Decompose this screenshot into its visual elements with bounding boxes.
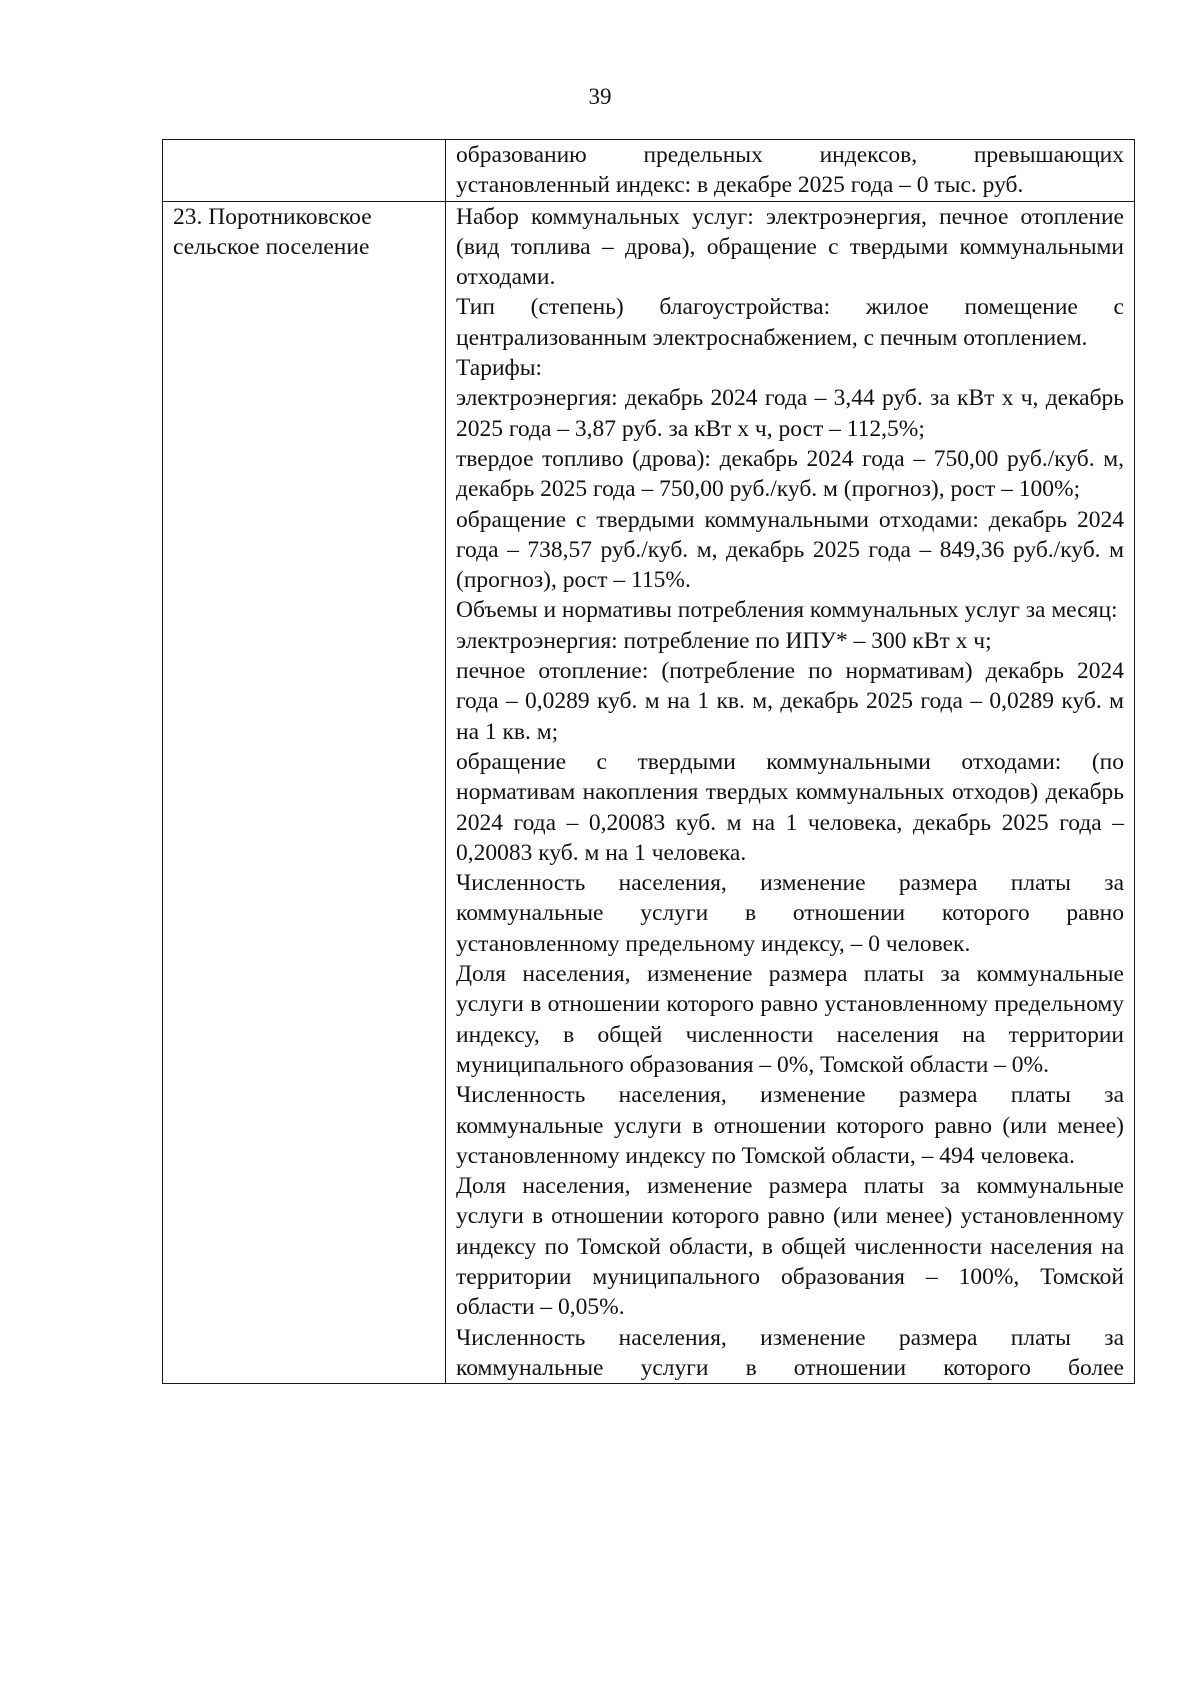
paragraph: электроэнергия: декабрь 2024 года – 3,44 руб. за кВт х ч, декабрь 2025 года – 3,87 руб. за кВт х ч, рост – 112,5%; xyxy=(456,385,1124,442)
paragraph: Доля населения, изменение размера платы за коммунальные услуги в отношении которого равно (или менее) установленному индексу по Томской области, в общей численности населения на территории муниципального образования – 100%, Томской области – 0,05%. xyxy=(456,1173,1124,1321)
paragraph: Тарифы: xyxy=(456,355,543,382)
table-row xyxy=(163,201,1135,1384)
document-table xyxy=(162,139,1135,1384)
page-number: 39 xyxy=(588,84,612,109)
paragraph: Доля населения, изменение размера платы за коммунальные услуги в отношении которого равно установленному предельному индексу, в общей численности населения на территории муниципального образования – 0%, Томской области – 0%. xyxy=(456,961,1124,1078)
paragraph: Численность населения, изменение размера платы за коммунальные услуги в отношении которого равно установленному предельному индексу, – 0 человек. xyxy=(456,870,1124,957)
paragraph: обращение с твердыми коммунальными отходами: (по нормативам накопления твердых коммунальных отходов) декабрь 2024 года – 0,20083 куб. м на 1 человека, декабрь 2025 года – 0,20083 куб. м на 1 человека. xyxy=(456,748,1124,866)
paragraph: Численность населения, изменение размера платы за коммунальные услуги в отношении которого равно (или менее) установленному индексу по Томской области, – 494 человека. xyxy=(456,1082,1124,1169)
paragraph: Набор коммунальных услуг: электроэнергия, печное отопление (вид топлива – дрова), обращение с твердыми коммунальными отходами. xyxy=(456,203,1124,291)
paragraph: образованию предельных индексов, превышающих установленный индекс: в декабре 2025 года – 0 тыс. руб. xyxy=(456,142,1124,199)
description-cell xyxy=(446,201,1135,1384)
paragraph: электроэнергия: потребление по ИПУ* – 300 кВт х ч; xyxy=(456,627,992,654)
paragraph: твердое топливо (дрова): декабрь 2024 года – 750,00 руб./куб. м, декабрь 2025 года – 750,00 руб./куб. м (прогноз), рост – 100%; xyxy=(456,445,1124,503)
paragraph: Объемы и нормативы потребления коммунальных услуг за месяц: xyxy=(456,597,1118,624)
table-row xyxy=(163,140,1135,202)
municipality-cell xyxy=(163,140,446,202)
municipality-cell: 23. Поротниковское сельское поселение xyxy=(163,201,446,1384)
paragraph: обращение с твердыми коммунальными отходами: декабрь 2024 года – 738,57 руб./куб. м, декабрь 2025 года – 849,36 руб./куб. м (прогноз), рост – 115%. xyxy=(456,506,1124,594)
paragraph: Численность населения, изменение размера платы за коммунальные услуги в отношении которого более xyxy=(456,1324,1124,1381)
paragraph: Тип (степень) благоустройства: жилое помещение с централизованным электроснабжением, с печным отоплением. xyxy=(456,294,1124,351)
description-cell xyxy=(446,140,1135,202)
paragraph: печное отопление: (потребление по нормативам) декабрь 2024 года – 0,0289 куб. м на 1 кв. м, декабрь 2025 года – 0,0289 куб. м на 1 кв. м; xyxy=(456,658,1124,745)
